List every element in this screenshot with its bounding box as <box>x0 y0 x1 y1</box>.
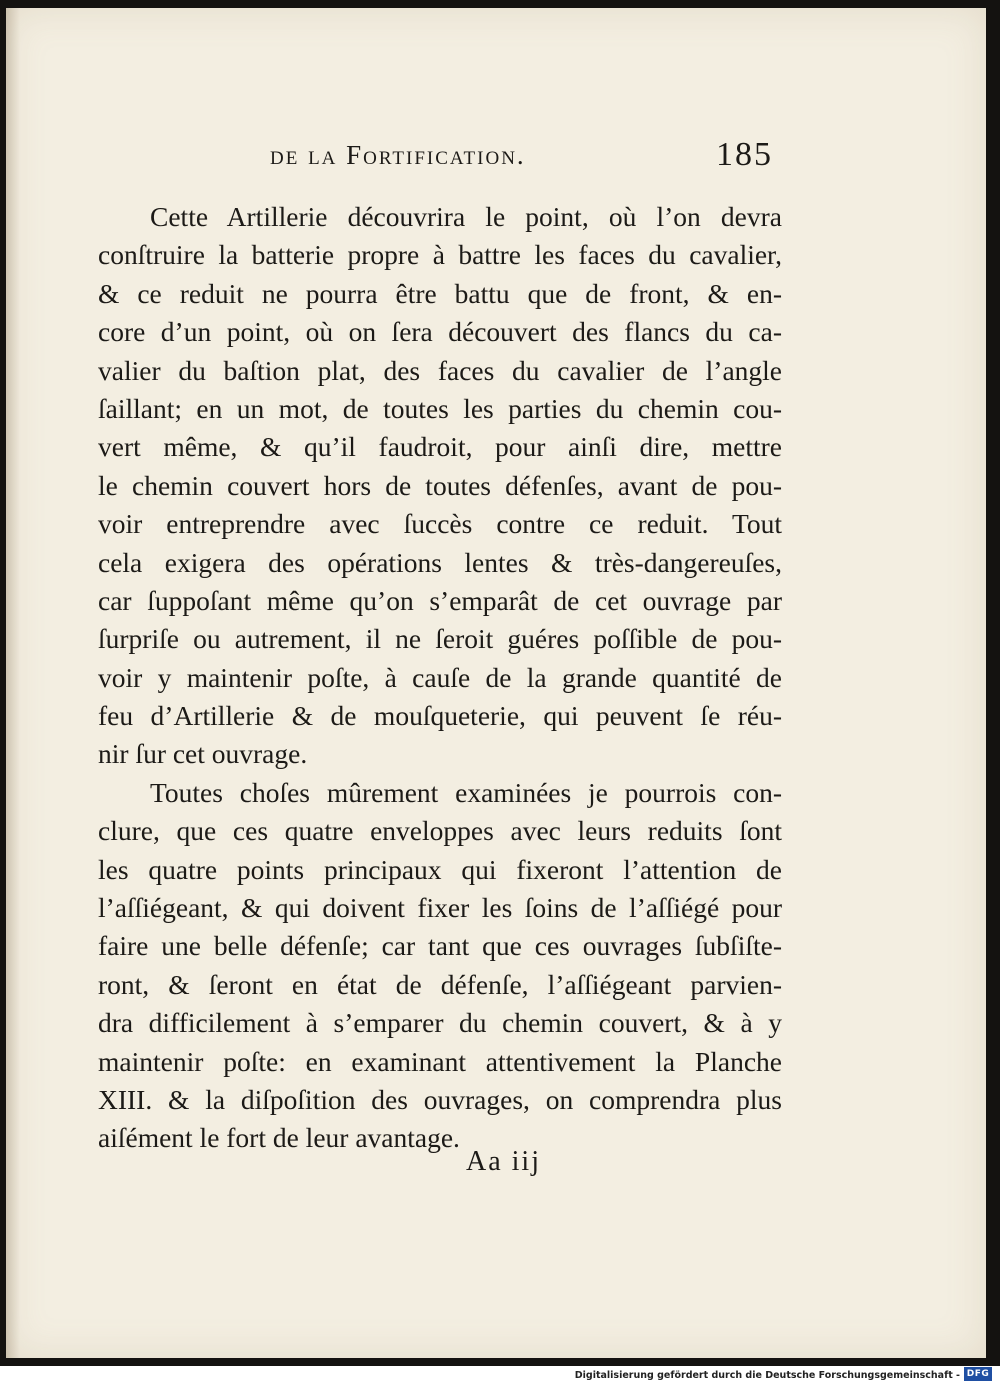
text-line: XIII. & la diſpoſition des ouvrages, on comprendra plus <box>98 1083 782 1115</box>
text-line: faire une belle défenſe; car tant que ces ouvrages ſubſiſte- <box>98 930 782 962</box>
text-line: vert même, & qu’il faudroit, pour ainſi dire, mettre <box>98 431 782 463</box>
text-line: Cette Artillerie découvrira le point, où l’on devra <box>150 201 782 232</box>
text-line: le chemin couvert hors de toutes défenſes, avant de pou- <box>98 469 782 501</box>
text-line: l’aſſiégeant, & qui doivent fixer les ſoins de l’aſſiégé pour <box>98 892 782 924</box>
digitization-credit <box>575 1368 960 1382</box>
text-line: ſaillant; en un mot, de toutes les parties du chemin cou- <box>98 392 782 424</box>
text-line: maintenir poſte: en examinant attentivement la Planche <box>98 1045 782 1077</box>
running-head <box>6 138 986 178</box>
signature-mark: Aa iij <box>466 1146 541 1177</box>
text-line: voir y maintenir poſte, à cauſe de la grande quantité de <box>98 661 782 693</box>
page-number: 185 <box>716 136 773 173</box>
text-line: ront, & ſeront en état de défenſe, l’aſſiégeant parvien- <box>98 968 782 1000</box>
text-line: aiſément le fort de leur avantage. <box>98 1122 460 1154</box>
text-line: core d’un point, où on ſera découvert des flancs du ca- <box>98 316 782 348</box>
text-line: cela exigera des opérations lentes & très-dangereuſes, <box>98 546 782 578</box>
text-line: conſtruire la batterie propre à battre les faces du cavalier, <box>98 239 782 271</box>
text-line: clure, que ces quatre enveloppes avec leurs reduits ſont <box>98 815 782 847</box>
body-text <box>98 198 782 1158</box>
text-line: Toutes choſes mûrement examinées je pourrois con- <box>150 776 782 808</box>
text-line: voir entreprendre avec ſuccès contre ce reduit. Tout <box>98 508 782 540</box>
text-line: nir ſur cet ouvrage. <box>98 738 308 770</box>
text-line: valier du baſtion plat, des faces du cavalier de l’angle <box>98 354 782 386</box>
text-line: ſurpriſe ou autrement, il ne ſeroit guéres poſſible de pou- <box>98 623 782 655</box>
text-line: dra difficilement à s’emparer du chemin couvert, & à y <box>98 1007 782 1039</box>
text-line: & ce reduit ne pourra être battu que de front, & en- <box>98 277 782 309</box>
credit-text: Digitalisierung gefördert durch die Deutsche Forschungsgemeinschaft - <box>574 1369 960 1381</box>
text-line: car ſuppoſant même qu’on s’emparât de cet ouvrage par <box>98 584 782 616</box>
running-title: de la Fortification. <box>270 140 526 170</box>
text-line: feu d’Artillerie & de mouſqueterie, qui peuvent ſe réu- <box>98 700 782 732</box>
text-line: les quatre points principaux qui fixeront l’attention de <box>98 853 782 885</box>
dfg-logo-icon: DFG <box>964 1367 992 1381</box>
